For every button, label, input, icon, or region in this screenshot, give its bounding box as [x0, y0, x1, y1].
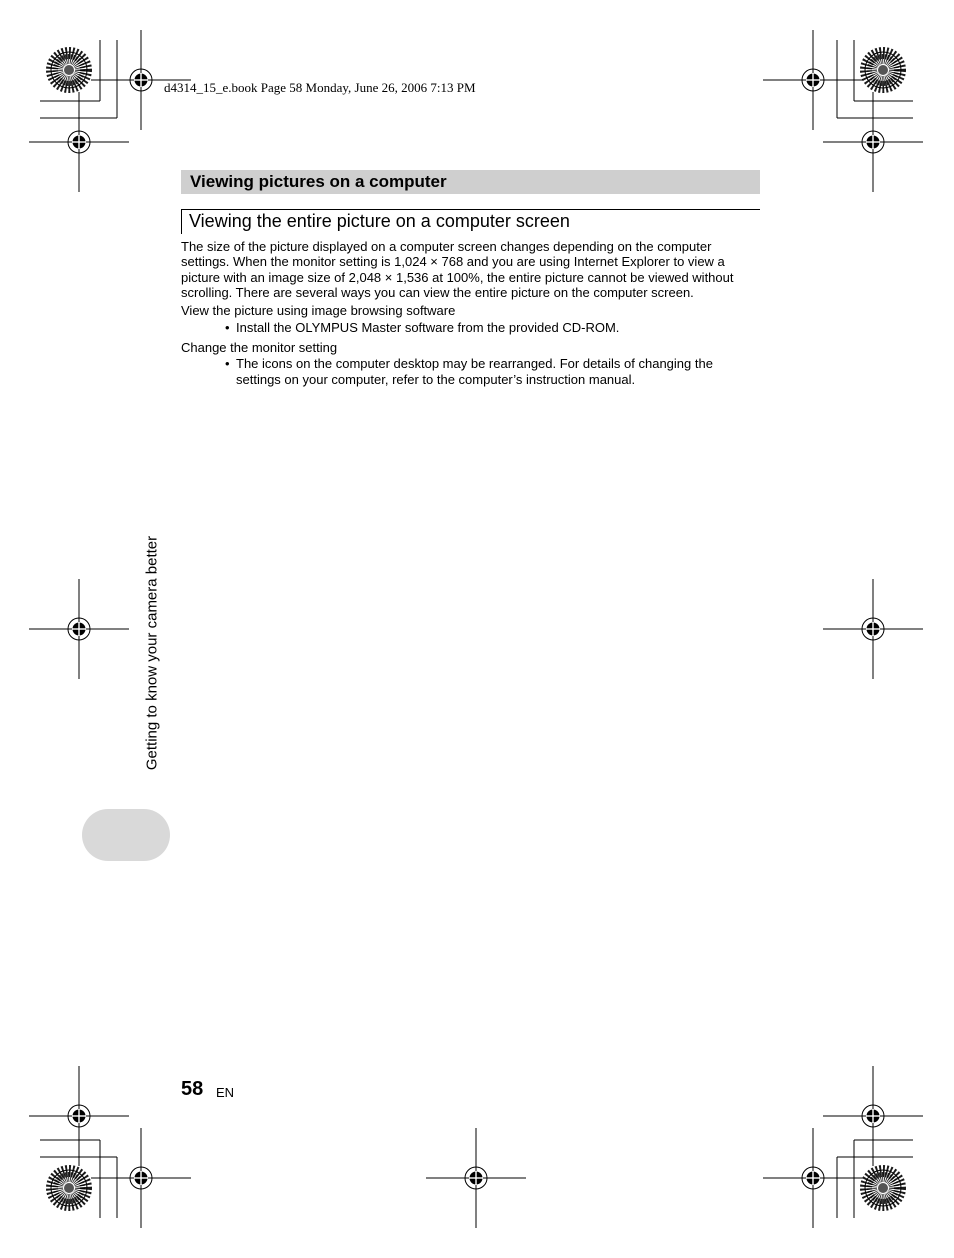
subsection-heading	[181, 209, 760, 236]
intro-paragraph	[181, 239, 771, 300]
section-heading-bar	[181, 170, 760, 194]
option-label-browsing-software: View the picture using image browsing software	[181, 303, 456, 318]
print-header-info: d4314_15_e.book Page 58 Monday, June 26, 2006 7:13 PM	[164, 80, 476, 95]
bullet-symbol: •	[225, 320, 230, 335]
page-number: 58	[181, 1078, 204, 1100]
chapter-thumb-tab	[82, 809, 170, 861]
bullet-text-line: settings on your computer, refer to the computer’s instruction manual.	[236, 372, 636, 387]
paragraph-line: settings. When the monitor setting is 1,024 × 768 and you are using Internet Explorer to view a	[181, 254, 725, 270]
bullet-item	[225, 356, 765, 388]
language-code: EN	[216, 1085, 235, 1100]
bullet-text: Install the OLYMPUS Master software from the provided CD-ROM.	[236, 320, 620, 335]
section-title: Viewing pictures on a computer	[190, 172, 447, 191]
bullet-symbol: •	[225, 356, 230, 371]
paragraph-line: scrolling. There are several ways you can view the entire picture on the computer screen.	[181, 284, 694, 300]
subsection-title: Viewing the entire picture on a computer screen	[189, 211, 570, 231]
paragraph-line: The size of the picture displayed on a computer screen changes depending on the computer	[181, 239, 712, 254]
bullet-item	[225, 320, 765, 336]
option-label-monitor-setting: Change the monitor setting	[181, 340, 338, 355]
paragraph-line: picture with an image size of 2,048 × 1,536 at 100%, the entire picture cannot be viewed without	[181, 269, 734, 285]
chapter-side-label: Getting to know your camera better	[143, 535, 161, 771]
subsection-marker	[181, 210, 182, 234]
bullet-text-line: The icons on the computer desktop may be rearranged. For details of changing the	[236, 356, 713, 371]
